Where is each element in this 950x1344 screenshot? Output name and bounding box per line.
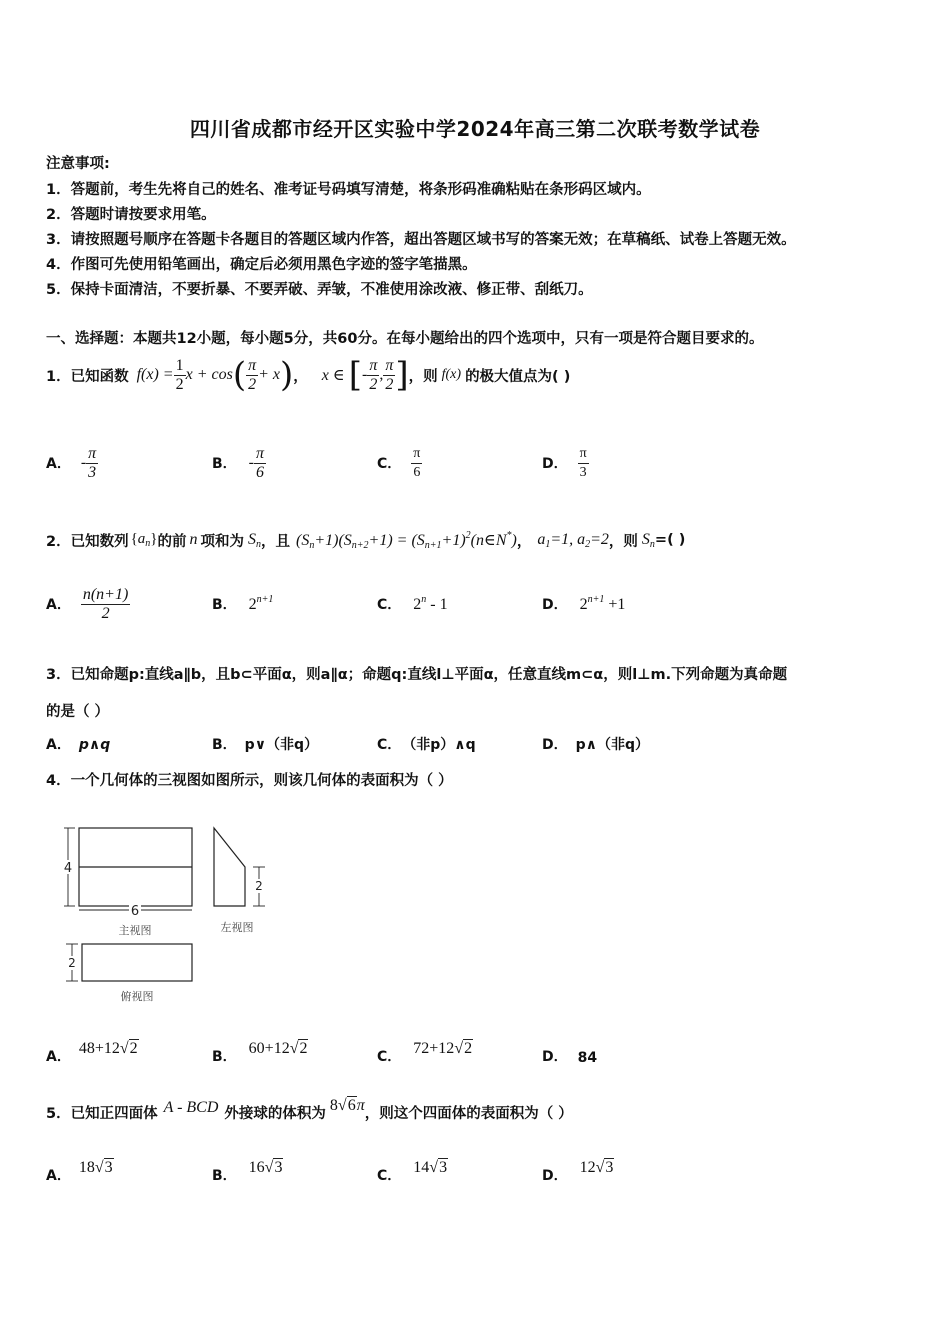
q1-range-lo — [367, 357, 379, 394]
q1-prefix: 1．已知函数 — [46, 368, 129, 385]
q5-prefix: 5．已知正四面体 — [46, 1105, 158, 1122]
question-5 — [46, 1096, 573, 1128]
q2-S2: S — [641, 530, 650, 548]
q1-option-d[interactable] — [542, 440, 589, 486]
option-sign: - — [248, 454, 254, 471]
q2-mid1: 的前 — [157, 533, 187, 550]
init-sub: 2 — [585, 538, 591, 550]
option-frac — [411, 445, 422, 482]
q1-fx: f(x) = — [136, 366, 174, 383]
option-label: A． — [46, 597, 71, 613]
q1-fx2: f(x) — [441, 367, 462, 382]
q1-option-c[interactable] — [377, 440, 422, 486]
expr-sup: n+1 — [256, 594, 274, 605]
top-view-rect — [82, 944, 192, 981]
q2-S2-sub: n — [649, 538, 655, 550]
option-label: A． — [46, 1168, 71, 1184]
q4-option-a[interactable] — [46, 1036, 139, 1066]
q2-an-sub: n — [145, 538, 151, 549]
frac-num: π — [88, 444, 97, 462]
option-label: D． — [542, 456, 568, 472]
q2-option-d[interactable] — [542, 578, 625, 630]
expr-a: 12 — [579, 1159, 596, 1176]
q1-rbracket: ] — [395, 355, 409, 395]
expr-tail: +1 — [604, 596, 626, 613]
expr-radicand: 3 — [439, 1159, 448, 1176]
q1-option-a[interactable] — [46, 440, 98, 486]
option-frac — [81, 586, 130, 623]
frac-den: 6 — [413, 464, 421, 480]
option-label: C． — [377, 1049, 402, 1065]
dim-4-label: 4 — [63, 861, 73, 876]
option-expr: 48+12√2 — [78, 1040, 138, 1057]
option-expr — [249, 594, 274, 614]
q5-volume: 8√6π — [329, 1097, 365, 1114]
option-expr: 18√3 — [78, 1159, 113, 1176]
expr-base: 2 — [579, 596, 588, 613]
question-3-line2: 的是（ ） — [46, 704, 110, 720]
question-3-line1: 3．已知命题p:直线a∥b，且b⊂平面α，则a∥α；命题q:直线l⊥平面α，任意直线m⊂α，则l⊥m.下列命题为真命题 — [46, 667, 788, 683]
init-part: =1, a — [550, 530, 586, 548]
init-part: a — [537, 530, 546, 548]
option-label: B． — [212, 1049, 237, 1065]
option-label: C． — [377, 737, 402, 753]
q4-option-c[interactable] — [377, 1036, 473, 1066]
q5-option-b[interactable] — [212, 1155, 283, 1185]
q1-half-num: 1 — [175, 356, 184, 374]
q3-option-a[interactable] — [46, 734, 110, 754]
expr-radicand: 2 — [299, 1040, 308, 1057]
q2-init — [537, 531, 609, 550]
section-heading: 一、选择题：本题共12小题，每小题5分，共60分。在每小题给出的四个选项中，只有一项是符合题目要求的。 — [46, 331, 764, 347]
side-view-shape — [214, 828, 245, 906]
vol-radicand: 6 — [347, 1097, 356, 1114]
q1-rparen: ) — [280, 355, 294, 395]
option-text: p∧q — [78, 737, 111, 753]
q1-range-hi — [383, 357, 395, 394]
q1-pi-half — [246, 357, 258, 394]
q4-option-d[interactable] — [542, 1036, 597, 1066]
q1-range-lo-num: π — [369, 356, 378, 374]
question-1 — [46, 355, 570, 395]
option-label: A． — [46, 1049, 71, 1065]
notice-heading: 注意事项: — [46, 156, 110, 172]
eq-part: (S — [296, 531, 310, 549]
expr-b: +12 — [429, 1040, 455, 1057]
expr-a: 18 — [78, 1159, 95, 1176]
notice-item: 3．请按照题号顺序在答题卡各题目的答题区域内作答，超出答题区域书写的答案无效；在草稿纸、试卷上答题无效。 — [46, 232, 796, 248]
q3-option-b[interactable] — [212, 734, 318, 754]
vol-pi: π — [356, 1097, 365, 1114]
q1-lbracket: [ — [348, 355, 362, 395]
frac-den: 3 — [88, 463, 97, 481]
q2-an: $\{a_n\}$ — [130, 531, 158, 549]
option-label: B． — [212, 597, 237, 613]
vol-a: 8 — [329, 1097, 338, 1114]
q2-an-a: a — [137, 531, 146, 547]
option-text: 84 — [577, 1050, 598, 1066]
option-expr — [413, 594, 447, 614]
q1-range-comma: , — [379, 366, 384, 383]
q1-options — [46, 440, 686, 486]
q5-option-c[interactable] — [377, 1155, 448, 1185]
expr-sup: n — [421, 594, 427, 605]
q2-option-c[interactable] — [377, 578, 448, 630]
option-expr: 14√3 — [413, 1159, 448, 1176]
q2-prefix: 2．已知数列 — [46, 533, 129, 550]
q2-option-a[interactable] — [46, 578, 130, 630]
eq-sup: 2 — [465, 529, 471, 541]
expr-a: 14 — [413, 1159, 430, 1176]
frac-num: π — [411, 445, 422, 464]
q5-option-a[interactable] — [46, 1155, 114, 1185]
init-part: =2 — [590, 530, 609, 548]
expr-a: 72 — [413, 1040, 430, 1057]
q4-option-b[interactable] — [212, 1036, 308, 1066]
option-label: D． — [542, 1049, 568, 1065]
expr-b: +12 — [94, 1040, 120, 1057]
frac-num: π — [578, 445, 589, 464]
page-title: 四川省成都市经开区实验中学2024年高三第二次联考数学试卷 — [189, 117, 761, 141]
q1-xcos: x + cos — [185, 366, 233, 383]
front-view-label: 主视图 — [118, 924, 152, 937]
q1-xin: x ∈ — [321, 367, 345, 384]
option-label: C． — [377, 597, 402, 613]
init-sub: 1 — [545, 538, 551, 550]
q2-option-b[interactable] — [212, 578, 273, 630]
q2-mid2: 项和为 — [200, 533, 244, 550]
option-text: （非p）∧q — [409, 737, 476, 753]
q5-mid: 外接球的体积为 — [224, 1105, 326, 1122]
q3-option-c[interactable] — [377, 734, 476, 754]
option-frac — [254, 445, 266, 482]
q1-half — [174, 357, 186, 394]
q1-pi: π — [248, 356, 257, 374]
notice-item: 4．作图可先使用铅笔画出，确定后必须用黑色字迹的签字笔描黑。 — [46, 257, 477, 273]
expr-sup: n+1 — [587, 594, 605, 605]
three-view-figure — [55, 822, 275, 1007]
option-label: B． — [212, 456, 237, 472]
q2-S-sub: n — [256, 538, 261, 550]
notice-item: 2．答题时请按要求用笔。 — [46, 207, 216, 223]
notice-item: 1．答题前，考生先将自己的姓名、准考证号码填写清楚，将条形码准确粘贴在条形码区域内。 — [46, 182, 651, 198]
top-view-label: 俯视图 — [120, 990, 154, 1003]
q1-range-hi-num: π — [385, 356, 394, 374]
q2-n: n — [189, 531, 198, 548]
option-label: A． — [46, 456, 71, 472]
eq-part: +1) = (S — [368, 531, 425, 549]
option-label: C． — [377, 1168, 402, 1184]
question-2 — [46, 522, 685, 558]
option-frac — [86, 445, 98, 482]
expr-a: 48 — [78, 1040, 95, 1057]
q1-lparen: ( — [232, 355, 247, 395]
option-expr: 12√3 — [579, 1159, 614, 1176]
expr-a: 16 — [248, 1159, 265, 1176]
q1-range-hi-den: 2 — [385, 375, 394, 393]
q2-Sn-eq — [642, 531, 655, 550]
q2-ask: =( ) — [654, 532, 686, 548]
option-expr: 72+12√2 — [413, 1040, 473, 1057]
expr-b: +12 — [264, 1040, 290, 1057]
expr-a: 60 — [248, 1040, 265, 1057]
q2-S: S — [248, 530, 256, 548]
option-label: A． — [46, 737, 71, 753]
q1-range-lo-den: 2 — [369, 375, 378, 393]
q2-equation — [296, 530, 517, 551]
expr-base: 2 — [248, 596, 257, 613]
option-expr — [580, 594, 626, 614]
q2-and: ，且 — [261, 533, 290, 550]
frac-den: 3 — [579, 464, 587, 480]
eq-sub: n+1 — [424, 539, 442, 551]
frac-den: 2 — [101, 604, 110, 622]
frac-num: π — [256, 444, 265, 462]
q3-option-d[interactable] — [542, 734, 649, 754]
q1-comma: ， — [293, 368, 308, 385]
q1-two: 2 — [248, 375, 257, 393]
q1-then: ，则 — [408, 368, 438, 385]
q2-Sn — [248, 531, 261, 550]
option-frac — [578, 445, 589, 482]
q3-options — [46, 734, 686, 756]
option-text: p∧（非q） — [575, 737, 650, 753]
eq-sub: n — [309, 539, 315, 551]
eq-part: +1) — [441, 531, 466, 549]
q4-options — [46, 1036, 686, 1070]
eq-part: (n∈N — [470, 531, 507, 549]
question-4: 4．一个几何体的三视图如图所示，则该几何体的表面积为（ ） — [46, 773, 453, 789]
option-sign: - — [80, 454, 87, 471]
q1-plusx: + x — [258, 366, 281, 383]
eq-sub: n+2 — [351, 539, 369, 551]
side-view-label: 左视图 — [220, 921, 254, 934]
q1-option-b[interactable] — [212, 440, 266, 486]
expr-tail: - 1 — [426, 596, 448, 613]
q1-half-den: 2 — [175, 375, 184, 393]
frac-den: 6 — [256, 463, 264, 481]
option-text: p∨（非q） — [244, 737, 319, 753]
expr-radicand: 2 — [129, 1040, 138, 1057]
option-label: C． — [377, 456, 402, 472]
notice-item: 5．保持卡面清洁，不要折暴、不要弄破、弄皱，不准使用涂改液、修正带、刮纸刀。 — [46, 282, 593, 298]
eq-part: ) — [511, 531, 517, 549]
q5-options — [46, 1155, 686, 1189]
dim-6-label: 6 — [130, 904, 140, 919]
q1-minus: - — [362, 366, 368, 383]
option-label: D． — [542, 1168, 568, 1184]
q1-ask: 的极大值点为( ) — [465, 368, 571, 385]
q2-options — [46, 578, 686, 630]
option-label: B． — [212, 737, 237, 753]
expr-radicand: 2 — [464, 1040, 473, 1057]
q2-comma: ， — [516, 533, 532, 550]
eq-sup: * — [506, 529, 512, 541]
expr-radicand: 3 — [605, 1159, 614, 1176]
option-expr: 16√3 — [248, 1159, 283, 1176]
option-label: B． — [212, 1168, 237, 1184]
option-label: D． — [542, 737, 568, 753]
dim-2-side-label: 2 — [255, 879, 263, 893]
q2-then: ，则 — [608, 533, 638, 550]
option-expr: 60+12√2 — [248, 1040, 308, 1057]
option-label: D． — [542, 597, 568, 613]
expr-radicand: 3 — [274, 1159, 283, 1176]
q5-tetrahedron: A - BCD — [163, 1099, 219, 1116]
expr-base: 2 — [413, 596, 422, 613]
expr-radicand: 3 — [104, 1159, 113, 1176]
eq-part: +1)(S — [314, 531, 352, 549]
q5-suffix: ，则这个四面体的表面积为（ ） — [364, 1105, 573, 1122]
frac-num: n(n+1) — [82, 585, 129, 603]
q5-option-d[interactable] — [542, 1155, 614, 1185]
dim-2-top-label: 2 — [68, 956, 76, 970]
